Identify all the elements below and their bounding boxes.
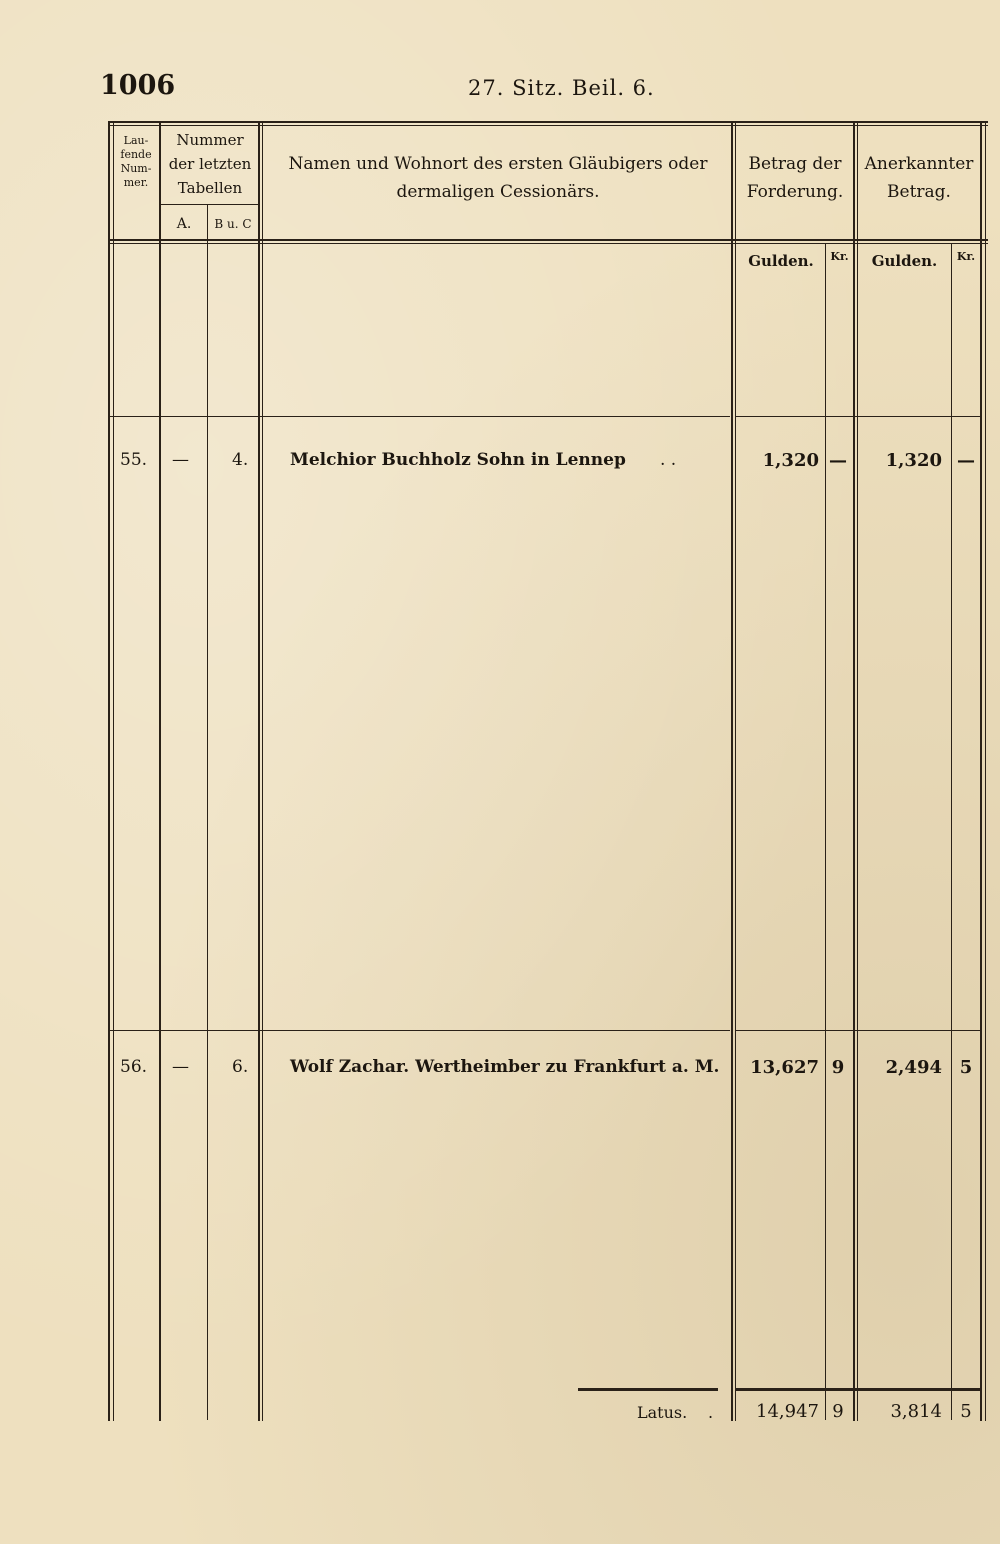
row-betrag-gulden: 13,627 xyxy=(750,1057,819,1078)
row-lfd: 55. xyxy=(120,450,148,470)
latus-label: Latus. xyxy=(637,1403,688,1422)
row-anerkannt-kr: — xyxy=(957,450,975,471)
row-leader: . . xyxy=(660,450,677,470)
header-anerkannt: Anerkannter Betrag. xyxy=(864,154,974,202)
row-sep-1 xyxy=(110,416,730,417)
latus-anerkannt-kr: 5 xyxy=(960,1401,972,1422)
row-betrag-kr: — xyxy=(829,450,847,471)
row-betrag-kr: 9 xyxy=(831,1057,845,1078)
col-line-name xyxy=(731,121,733,1421)
table-top-rule xyxy=(108,121,988,123)
col-line-betrag-2 xyxy=(857,121,858,1421)
row-nummer-a: — xyxy=(172,1057,189,1077)
table-top-rule-2 xyxy=(108,125,988,126)
row-name: Melchior Buchholz Sohn in Lennep xyxy=(290,450,626,470)
header-bottom-rule-2 xyxy=(108,243,988,244)
unit-gulden-anerkannt: Gulden. xyxy=(871,252,938,270)
row-name: Wolf Zachar. Wertheimber zu Frankfurt a. M. xyxy=(290,1057,720,1077)
header-nummer-bc: B u. C xyxy=(214,217,252,231)
header-nummer-a: A. xyxy=(176,216,192,232)
header-bottom-rule xyxy=(108,239,988,241)
row-sep-1-right xyxy=(736,416,981,417)
col-line-right-2 xyxy=(985,121,986,1421)
col-line-left-2 xyxy=(113,121,114,1421)
latus-anerkannt-gulden: 3,814 xyxy=(890,1401,942,1422)
nummer-sub-rule xyxy=(160,204,259,205)
header-nummer: Nummer der letzten Tabellen xyxy=(168,131,252,197)
col-line-lfd xyxy=(159,121,161,1421)
latus-betrag-kr: 9 xyxy=(832,1401,844,1422)
sum-rule xyxy=(578,1388,718,1391)
unit-kr-anerkannt: Kr. xyxy=(956,250,976,263)
header-lfd: Lau-fende Num-mer. xyxy=(120,134,152,189)
row-nummer-bc: 4. xyxy=(232,450,249,470)
row-anerkannt-gulden: 2,494 xyxy=(885,1057,942,1078)
unit-kr-betrag: Kr. xyxy=(830,250,849,263)
col-line-betrag-kr xyxy=(825,244,826,1420)
sum-rule-right xyxy=(736,1388,981,1391)
col-line-nummer-2 xyxy=(262,121,263,1421)
col-line-name-2 xyxy=(735,121,736,1421)
header-betrag: Betrag der Forderung. xyxy=(746,154,844,202)
running-head: 27. Sitz. Beil. 6. xyxy=(468,76,655,100)
col-line-anerkannt-kr xyxy=(951,244,952,1420)
page-number: 1006 xyxy=(100,70,176,101)
row-nummer-bc: 6. xyxy=(232,1057,249,1077)
row-sep-2 xyxy=(110,1030,730,1031)
row-lfd: 56. xyxy=(120,1057,148,1077)
col-line-right xyxy=(980,121,982,1421)
row-anerkannt-gulden: 1,320 xyxy=(885,450,942,471)
col-line-betrag xyxy=(853,121,855,1421)
latus-dot: . xyxy=(708,1403,714,1422)
header-name: Namen und Wohnort des ersten Gläubigers oder dermaligen Cessionärs. xyxy=(288,154,708,202)
unit-gulden-betrag: Gulden. xyxy=(748,252,814,270)
latus-betrag-gulden: 14,947 xyxy=(756,1401,819,1422)
row-anerkannt-kr: 5 xyxy=(959,1057,973,1078)
row-sep-2-right xyxy=(736,1030,981,1031)
col-line-nummer xyxy=(258,121,260,1421)
row-betrag-gulden: 1,320 xyxy=(762,450,819,471)
row-nummer-a: — xyxy=(172,450,189,470)
col-line-left xyxy=(108,121,110,1421)
col-line-a xyxy=(207,204,208,1420)
